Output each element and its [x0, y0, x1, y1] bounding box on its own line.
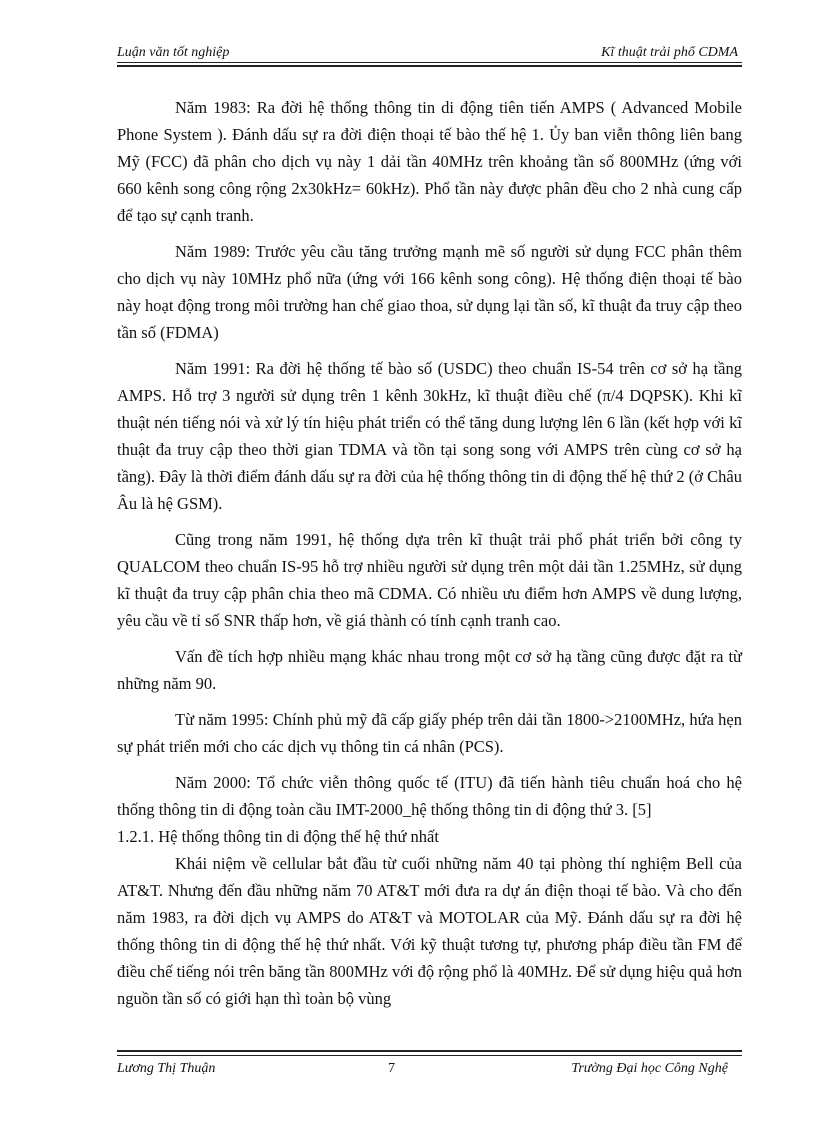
header-rule-thick [117, 65, 742, 67]
footer-school: Trường Đại học Công Nghệ [571, 1061, 728, 1076]
header-rule [117, 62, 742, 63]
header-thesis-label: Luận văn tốt nghiệp [117, 45, 230, 60]
page-number: 7 [388, 1061, 395, 1076]
page-footer [117, 1050, 742, 1080]
page-body [117, 94, 742, 1012]
footer-rule-thick [117, 1050, 742, 1052]
footer-rule [117, 1055, 742, 1056]
footer-author: Lương Thị Thuận [117, 1061, 216, 1076]
paragraph-cellular: Khái niệm về cellular bắt đầu từ cuối những năm 40 tại phòng thí nghiệm Bell của AT&T. Nhưng đến đầu những năm 70 AT&T mới đưa ra dự án điện thoại tế bào. Và cho đến năm 1983, ra đời dịch vụ AMPS do AT&T và MOTOLAR của Mỹ. Đánh dấu sự ra đời hệ thống thông tin di động thế hệ thứ nhất. Với kỹ thuật tương tự, phương pháp điều tần FM để điều chế tiếng nói trên băng tần 800MHz với độ rộng phổ là 40MHz. Để sử dụng hiệu quả hơn nguồn tần số có giới hạn thì toàn bộ vùng [117, 854, 742, 1008]
paragraph-1991: Năm 1991: Ra đời hệ thống tế bào số (USDC) theo chuẩn IS-54 trên cơ sở hạ tầng AMPS. Hỗ trợ 3 người sử dụng trên 1 kênh 30kHz, kĩ thuật điều chế (π/4 DQPSK). Khi kĩ thuật nén tiếng nói và xử lý tín hiệu phát triển có thể tăng dung lượng lên 6 lần (kết hợp với kĩ thuật đa truy cập theo thời gian TDMA và tồn tại song song với AMPS trên cùng cơ sở hạ tầng). Đây là thời điểm đánh dấu sự ra đời của hệ thống thông tin di động thế hệ thứ 2 (ở Châu Âu là hệ GSM). [117, 359, 742, 513]
header-topic-label: Kĩ thuật trải phổ CDMA [601, 45, 738, 60]
paragraph-1983: Năm 1983: Ra đời hệ thống thông tin di động tiên tiến AMPS ( Advanced Mobile Phone System ). Đánh dấu sự ra đời điện thoại tế bào thế hệ 1. Ủy ban viễn thông liên bang Mỹ (FCC) đã phân cho dịch vụ này 1 dải tần 40MHz trên khoảng tần số 800MHz (ứng với 660 kênh song công rộng 2x30kHz= 60kHz). Phổ tần này được phân đều cho 2 nhà cung cấp để tạo sự cạnh tranh. [117, 98, 742, 225]
paragraph-1991-cdma: Cũng trong năm 1991, hệ thống dựa trên kĩ thuật trải phổ phát triển bởi công ty QUALCOM theo chuẩn IS-95 hỗ trợ nhiều người sử dụng trên một dải tần 1.25MHz, sử dụng kĩ thuật đa truy cập phân chia theo mã CDMA. Có nhiều ưu điểm hơn AMPS về dung lượng, yêu cầu về tỉ số SNR thấp hơn, về giá thành có tính cạnh tranh cao. [117, 530, 742, 630]
paragraph-2000: Năm 2000: Tổ chức viễn thông quốc tế (ITU) đã tiến hành tiêu chuẩn hoá cho hệ thống thông tin di động toàn cầu IMT-2000_hệ thống thông tin di động thứ 3. [5] [117, 773, 742, 819]
section-heading: 1.2.1. Hệ thống thông tin di động thế hệ thứ nhất [117, 827, 439, 846]
paragraph-1989: Năm 1989: Trước yêu cầu tăng trưởng mạnh mẽ số người sử dụng FCC phân thêm cho dịch vụ này 10MHz phổ nữa (ứng với 166 kênh song công). Hệ thống điện thoại tế bào này hoạt động trong môi trường han chế giao thoa, sử dụng lại tần số, kĩ thuật đa truy cập theo tần số (FDMA) [117, 242, 742, 342]
page-header [117, 44, 742, 66]
paragraph-integration: Vấn đề tích hợp nhiều mạng khác nhau trong một cơ sở hạ tầng cũng được đặt ra từ những năm 90. [117, 647, 742, 693]
paragraph-1995: Từ năm 1995: Chính phủ mỹ đã cấp giấy phép trên dải tần 1800->2100MHz, hứa hẹn sự phát triển mới cho các dịch vụ thông tin cá nhân (PCS). [117, 710, 742, 756]
